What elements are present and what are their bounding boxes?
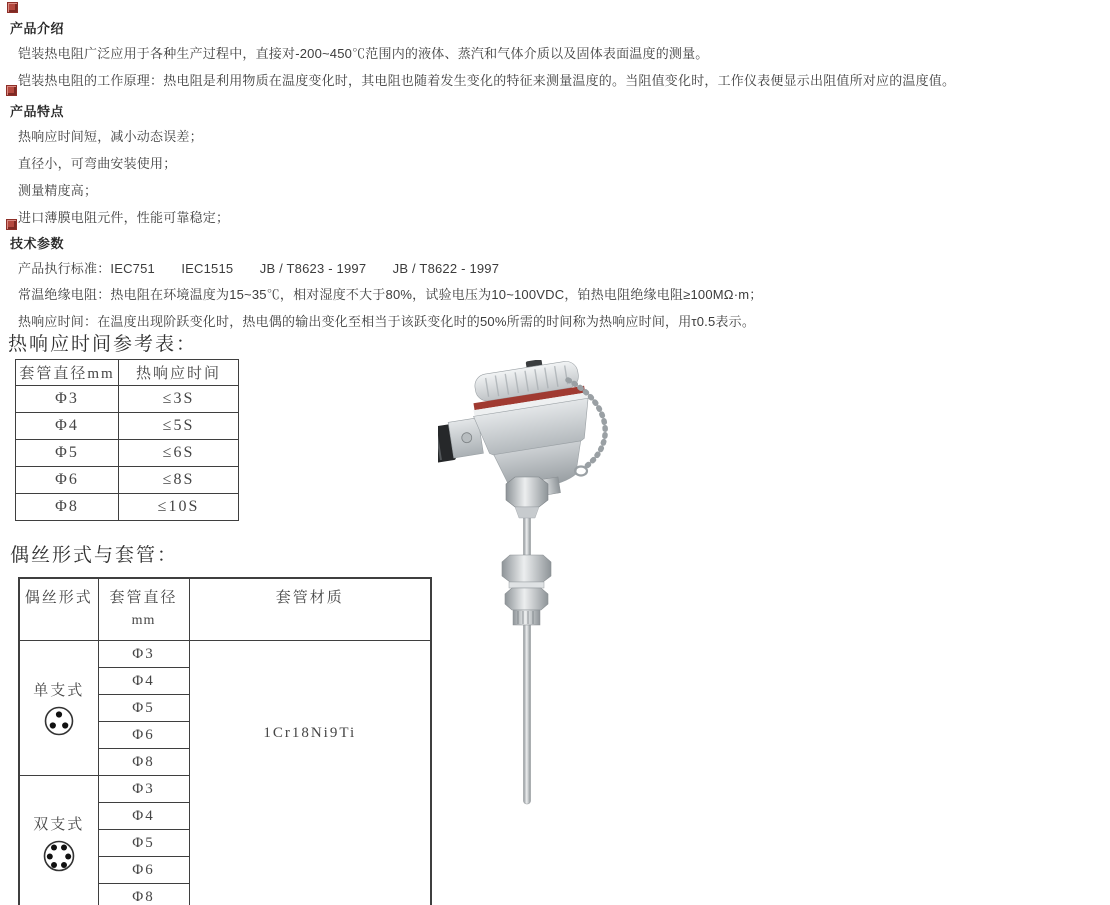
feature-item: 测量精度高； [18, 183, 98, 198]
diameter-cell: Φ5 [16, 440, 119, 467]
probe-stem [524, 498, 531, 804]
broken-image-icon [7, 2, 18, 13]
single-element-icon [42, 704, 76, 738]
section-heading-intro: 产品介绍 [10, 21, 65, 36]
response-table-title: 热响应时间参考表： [8, 334, 198, 355]
feature-item: 热响应时间短，减小动态误差； [18, 129, 203, 144]
response-table-header-cell: 套管直径mm [16, 360, 119, 386]
section-heading-tech: 技术参数 [10, 236, 65, 251]
diameter-cell: Φ6 [16, 467, 119, 494]
broken-image-icon [6, 85, 17, 96]
wire-form-group-dual [19, 776, 98, 905]
dual-element-icon [41, 838, 77, 874]
diameter-cell: Φ4 [98, 803, 189, 830]
hex-nipple [506, 477, 548, 507]
section-heading-features: 产品特点 [10, 104, 65, 119]
table-row [16, 413, 239, 440]
feature-item: 直径小，可弯曲安装使用； [18, 156, 177, 171]
table-header-row [16, 360, 239, 386]
table-row [16, 467, 239, 494]
table-row [16, 386, 239, 413]
tech-item: 常温绝缘电阻：热电阻在环境温度为15~35℃，相对湿度不大于80%，试验电压为10~100VDC，铂热电阻绝缘电阻≥100MΩ·m； [18, 287, 763, 302]
diameter-cell: Φ5 [98, 830, 189, 857]
thermocouple-product-photo [438, 360, 648, 810]
response-time-cell: ≤5S [119, 413, 239, 440]
response-time-cell: ≤6S [119, 440, 239, 467]
response-table-header-cell: 热响应时间 [119, 360, 239, 386]
diameter-cell: Φ4 [98, 668, 189, 695]
response-time-cell: ≤8S [119, 467, 239, 494]
diameter-cell: Φ8 [98, 749, 189, 776]
diameter-cell: Φ3 [16, 386, 119, 413]
wire-table-header-cell [98, 578, 189, 641]
compression-fitting [502, 555, 551, 625]
wire-table-title: 偶丝形式与套管： [10, 545, 179, 566]
diameter-cell: Φ8 [98, 884, 189, 905]
diameter-cell: Φ5 [98, 695, 189, 722]
wire-form-group-single [19, 641, 98, 776]
table-header-row [19, 578, 431, 641]
header-line: mm [131, 613, 156, 628]
table-row [19, 641, 431, 668]
wire-form-label: 双支式 [33, 816, 85, 833]
wire-form-label: 单支式 [33, 682, 85, 699]
tech-item: 热响应时间：在温度出现阶跃变化时，热电偶的输出变化至相当于该跃变化时的50%所需的时间称为热响应时间，用τ0.5表示。 [18, 314, 756, 329]
feature-item: 进口薄膜电阻元件，性能可靠稳定； [18, 210, 230, 225]
table-row [16, 494, 239, 521]
diameter-cell: Φ8 [16, 494, 119, 521]
response-time-cell: ≤10S [119, 494, 239, 521]
wire-table-header-cell: 偶丝形式 [19, 578, 98, 641]
material-cell: 1Cr18Ni9Ti [189, 641, 431, 905]
header-line: 套管直径 [109, 590, 178, 606]
tech-item: 产品执行标准：IEC751 IEC1515 JB / T8623 - 1997 JB / T8622 - 1997 [18, 261, 500, 276]
response-time-cell: ≤3S [119, 386, 239, 413]
table-row [16, 440, 239, 467]
intro-paragraph: 铠装热电阻的工作原理：热电阻是利用物质在温度变化时，其电阻也随着发生变化的特征来测量温度的。当阻值变化时，工作仪表便显示出阻值所对应的温度值。 [18, 73, 956, 88]
diameter-cell: Φ4 [16, 413, 119, 440]
diameter-cell: Φ3 [98, 776, 189, 803]
chain-clasp [575, 467, 587, 476]
diameter-cell: Φ6 [98, 857, 189, 884]
wire-form-table [18, 577, 432, 905]
diameter-cell: Φ3 [98, 641, 189, 668]
wire-table-header-cell: 套管材质 [189, 578, 431, 641]
response-time-table [15, 359, 239, 521]
diameter-cell: Φ6 [98, 722, 189, 749]
broken-image-icon [6, 219, 17, 230]
intro-paragraph: 铠装热电阻广泛应用于各种生产过程中，直接对-200~450℃范围内的液体、蒸汽和气体介质以及固体表面温度的测量。 [18, 46, 709, 61]
